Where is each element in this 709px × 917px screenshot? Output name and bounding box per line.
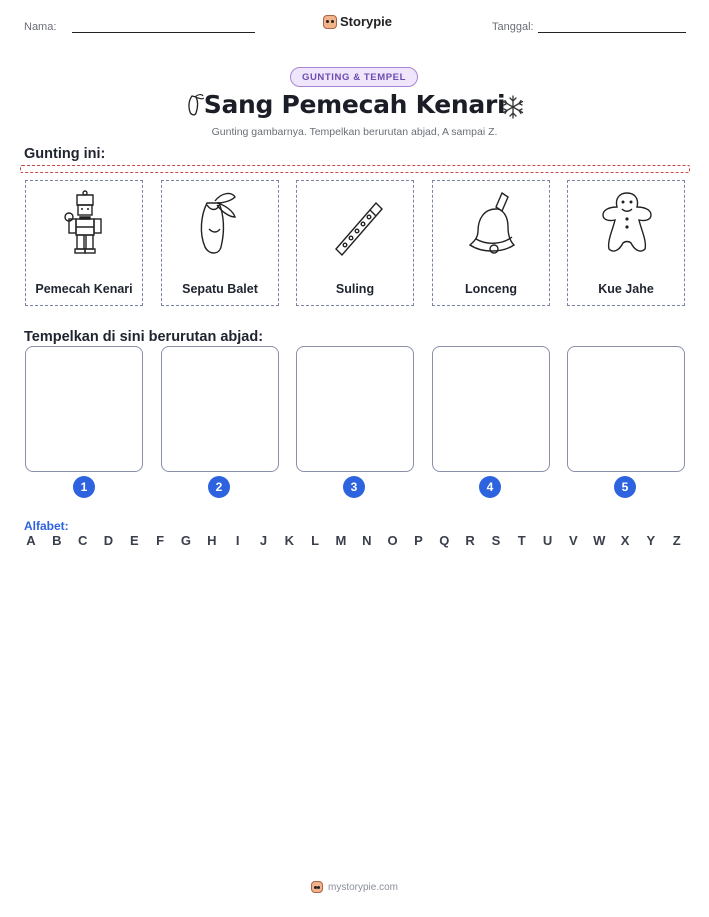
alphabet-letter: W — [593, 533, 606, 548]
card-label: Suling — [335, 282, 375, 296]
alphabet-letter: V — [569, 533, 578, 548]
footer-url: mystorypie.com — [327, 881, 398, 893]
alphabet-letter: H — [207, 533, 217, 548]
cut-card-flute[interactable] — [296, 180, 414, 306]
paste-slot-1[interactable] — [25, 346, 143, 472]
alphabet-letter: B — [52, 533, 62, 548]
cut-line — [20, 165, 690, 173]
alphabet-letter: Z — [672, 533, 681, 548]
slot-number-4: 4 — [479, 476, 501, 498]
cut-card-gingerbread[interactable] — [567, 180, 685, 306]
alphabet-letter: P — [414, 533, 423, 548]
bear-icon — [323, 15, 337, 29]
alphabet-letter: D — [103, 533, 114, 548]
paste-slot-3[interactable] — [296, 346, 414, 472]
brand-logo — [323, 14, 392, 29]
alphabet-letter: G — [180, 533, 192, 548]
page-title: Sang Pemecah Kenari — [203, 90, 506, 119]
slot-number-5: 5 — [614, 476, 636, 498]
cut-card-nutcracker[interactable] — [25, 180, 143, 306]
card-label: Pemecah Kenari — [35, 282, 133, 296]
alphabet-letter: O — [387, 533, 398, 548]
alphabet-letter: E — [129, 533, 139, 548]
footer — [0, 881, 709, 893]
alphabet-letter: U — [542, 533, 553, 548]
instructions: Gunting gambarnya. Tempelkan berurutan abjad, A sampai Z. — [211, 126, 498, 138]
alphabet-letter: L — [311, 533, 320, 548]
alphabet-letter: C — [77, 533, 88, 548]
alphabet-letter: Y — [646, 533, 656, 548]
alphabet-label: Alfabet: — [24, 519, 69, 533]
alphabet-letter: F — [156, 533, 165, 548]
alphabet-letter: I — [235, 533, 240, 548]
alphabet-letter: X — [620, 533, 630, 548]
flute-icon — [326, 189, 386, 259]
paste-slot-4[interactable] — [432, 346, 550, 472]
activity-badge: GUNTING & TEMPEL — [290, 67, 418, 87]
bell-icon — [462, 189, 522, 259]
card-label: Kue Jahe — [598, 282, 654, 296]
snowflake-icon — [500, 94, 526, 120]
alphabet-letter: M — [335, 533, 347, 548]
alphabet-letter: T — [517, 533, 526, 548]
slot-number-1: 1 — [73, 476, 95, 498]
alphabet-letter: Q — [439, 533, 450, 548]
slot-number-3: 3 — [343, 476, 365, 498]
alphabet-row — [24, 533, 684, 548]
cut-card-ballet-shoe[interactable] — [161, 180, 279, 306]
card-label: Sepatu Balet — [182, 282, 258, 296]
alphabet-letter: A — [26, 533, 36, 548]
paste-slot-5[interactable] — [567, 346, 685, 472]
name-label: Nama: — [24, 21, 57, 33]
alphabet-letter: K — [284, 533, 294, 548]
ballet-shoe-icon — [191, 189, 251, 259]
paste-slot-2[interactable] — [161, 346, 279, 472]
date-line[interactable] — [538, 32, 686, 33]
alphabet-letter: R — [465, 533, 475, 548]
card-label: Lonceng — [464, 282, 518, 296]
cut-section-label: Gunting ini: — [24, 146, 106, 162]
gingerbread-icon — [597, 189, 657, 259]
alphabet-letter: J — [259, 533, 268, 548]
name-line[interactable] — [72, 32, 255, 33]
paste-section-label: Tempelkan di sini berurutan abjad: — [24, 329, 264, 345]
nutcracker-icon — [55, 189, 115, 259]
cut-card-bell[interactable] — [432, 180, 550, 306]
alphabet-letter: S — [491, 533, 501, 548]
brand-name: Storypie — [340, 14, 393, 29]
date-label: Tanggal: — [492, 21, 534, 33]
alphabet-letter: N — [362, 533, 372, 548]
slot-number-2: 2 — [208, 476, 230, 498]
bear-icon — [311, 881, 323, 893]
